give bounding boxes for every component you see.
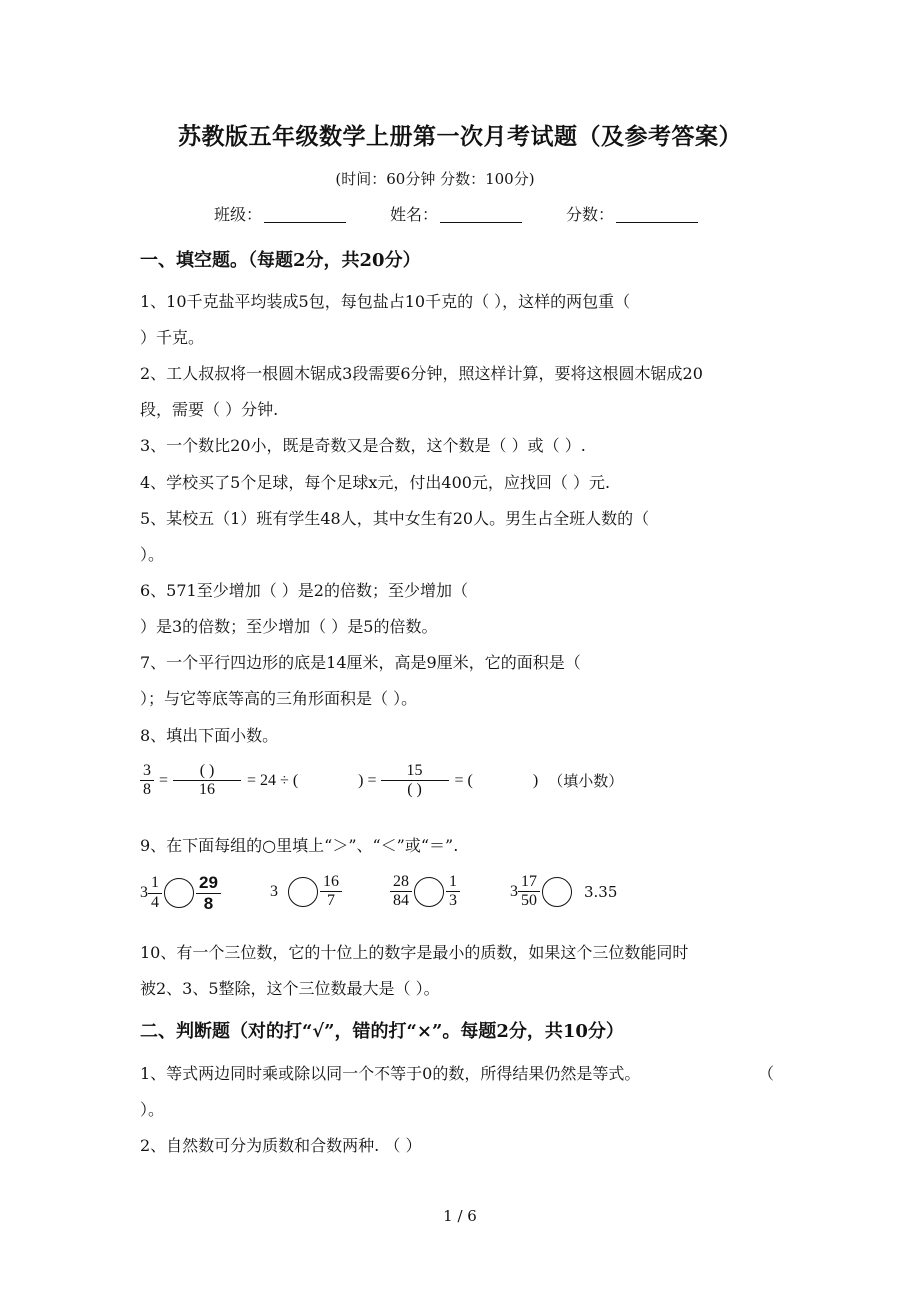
class-field — [214, 202, 346, 225]
fraction-numerator: 1 — [446, 873, 460, 892]
fraction-numerator-blank[interactable]: ( ) — [173, 762, 241, 781]
division-close: ) = — [358, 771, 377, 789]
fraction-29-8 — [196, 873, 221, 913]
class-blank[interactable] — [264, 204, 346, 223]
name-field — [390, 202, 522, 225]
fill-decimal-note: （填小数） — [548, 772, 624, 791]
question-2-line-1: 2、工人叔叔将一根圆木锯成3段需要6分钟，照这样计算，要将这根圆木锯成20 — [140, 364, 703, 383]
judge-question-1-line-1: 1、等式两边同时乘或除以同一个不等于0的数，所得结果仍然是等式。 — [140, 1064, 641, 1083]
question-9-group-1 — [140, 873, 221, 913]
whole-number: 3 — [270, 882, 278, 900]
question-3: 3、一个数比20小，既是奇数又是合数，这个数是（ ）或（ ）. — [140, 436, 586, 455]
question-8-equation — [140, 762, 623, 800]
section-2-title: 二、判断题（对的打“√”，错的打“×”。每题2分，共10分） — [140, 1021, 624, 1042]
fraction-1-4 — [148, 874, 162, 912]
question-1-line-2: ）千克。 — [140, 328, 205, 347]
compare-circle-4[interactable] — [542, 877, 572, 907]
page-number: 1 / 6 — [443, 1207, 477, 1225]
fraction-denominator: 7 — [327, 892, 335, 910]
fraction-denominator: 8 — [143, 781, 151, 799]
fraction-denominator-blank[interactable]: ( ) — [407, 781, 422, 799]
question-8: 8、填出下面小数。 — [140, 726, 279, 745]
question-10-line-1: 10、有一个三位数，它的十位上的数字是最小的质数，如果这个三位数能同时 — [140, 943, 689, 962]
question-2-line-2: 段，需要（ ）分钟. — [140, 400, 279, 419]
question-1-line-1: 1、10千克盐平均装成5包，每包盐占10千克的（ ），这样的两包重（ — [140, 292, 631, 311]
mixed-number-whole: 3 — [140, 884, 148, 902]
compare-circle-2[interactable] — [288, 877, 318, 907]
question-6-line-1: 6、571至少增加（ ）是2的倍数；至少增加（ — [140, 581, 468, 600]
fraction-denominator: 3 — [449, 892, 457, 910]
score-field — [566, 202, 698, 225]
score-blank[interactable] — [616, 204, 698, 223]
question-9: 9、在下面每组的○里填上“＞”、“＜”或“＝”. — [140, 836, 459, 855]
question-9-group-4 — [510, 873, 617, 911]
fraction-16-7 — [320, 873, 342, 911]
fraction-numerator: 15 — [381, 762, 449, 781]
question-5-line-2: ）。 — [140, 545, 165, 564]
fraction-15-blank — [381, 762, 449, 800]
fraction-17-50 — [518, 873, 540, 911]
page-title: 苏教版五年级数学上册第一次月考试题（及参考答案） — [178, 123, 742, 150]
question-9-group-3 — [390, 873, 460, 911]
fraction-1-3 — [446, 873, 460, 911]
judge-question-1-paren: （ — [758, 1064, 775, 1083]
judge-question-1-line-2: ）。 — [140, 1100, 165, 1119]
fraction-denominator: 84 — [393, 892, 409, 910]
fraction-numerator: 3 — [140, 762, 154, 781]
fraction-denominator: 50 — [521, 892, 537, 910]
fraction-blank-16 — [173, 762, 241, 800]
score-label: 分数： — [566, 205, 615, 224]
section-1-title: 一、填空题。（每题2分，共20分） — [140, 250, 421, 271]
name-blank[interactable] — [440, 204, 522, 223]
division-expression: = 24 ÷ ( — [247, 771, 299, 789]
judge-question-2: 2、自然数可分为质数和合数两种. （ ） — [140, 1136, 422, 1155]
decimal-close: ) — [532, 771, 539, 789]
equals-sign: = — [159, 771, 169, 789]
fraction-denominator: 16 — [199, 781, 216, 799]
fraction-numerator: 1 — [148, 874, 162, 893]
question-7-line-1: 7、一个平行四边形的底是14厘米，高是9厘米，它的面积是（ — [140, 653, 581, 672]
mixed-number-whole: 3 — [510, 882, 518, 900]
fraction-denominator: 4 — [151, 893, 159, 911]
question-4: 4、学校买了5个足球，每个足球x元，付出400元，应找回（ ）元. — [140, 473, 611, 492]
question-10-line-2: 被2、3、5整除，这个三位数最大是（ ）。 — [140, 979, 440, 998]
fraction-denominator: 8 — [203, 893, 214, 913]
compare-circle-3[interactable] — [414, 877, 444, 907]
compare-circle-1[interactable] — [164, 878, 194, 908]
question-9-group-2 — [270, 873, 342, 911]
fraction-numerator: 28 — [390, 873, 412, 892]
class-label: 班级： — [214, 205, 263, 224]
fraction-numerator: 17 — [518, 873, 540, 892]
fraction-numerator: 29 — [196, 873, 221, 894]
name-label: 姓名： — [390, 205, 439, 224]
question-7-line-2: ）；与它等底等高的三角形面积是（ ）。 — [140, 689, 418, 708]
fraction-numerator: 16 — [320, 873, 342, 892]
decimal-value: 3.35 — [584, 882, 618, 901]
fraction-28-84 — [390, 873, 412, 911]
exam-meta: (时间：60分钟 分数：100分) — [335, 170, 535, 188]
fraction-3-8 — [140, 762, 154, 800]
question-6-line-2: ）是3的倍数；至少增加（ ）是5的倍数。 — [140, 617, 438, 636]
decimal-open: = ( — [454, 771, 473, 789]
question-5-line-1: 5、某校五（1）班有学生48人，其中女生有20人。男生占全班人数的（ — [140, 509, 650, 528]
